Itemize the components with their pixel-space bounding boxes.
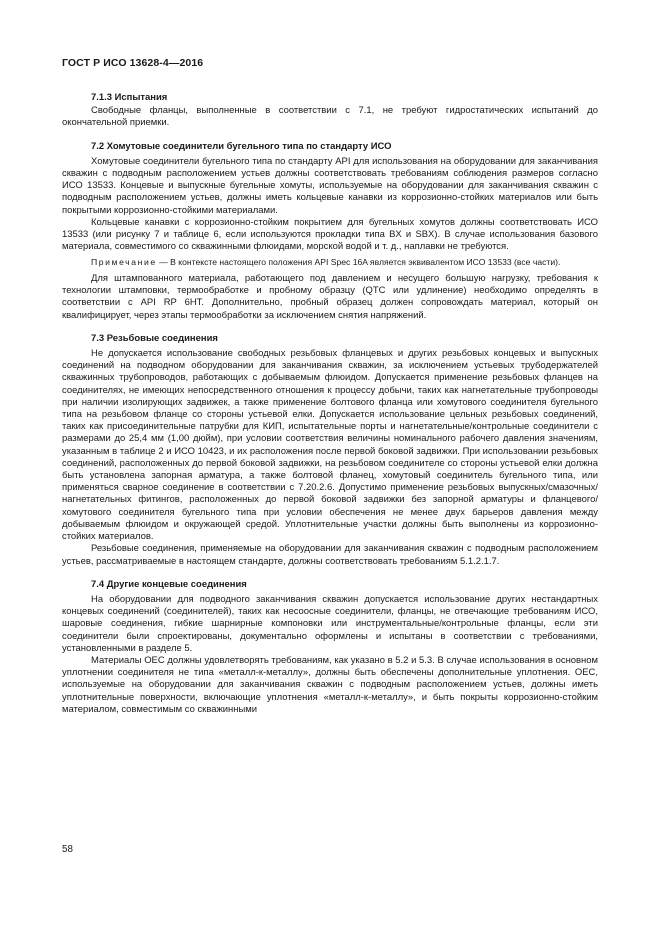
section-7-1-3-paragraph: Свободные фланцы, выполненные в соответствии с 7.1, не требуют гидростатических испытаний до окончательной приемки. xyxy=(62,105,598,129)
section-7-4-heading: 7.4 Другие концевые соединения xyxy=(91,578,247,590)
section-7-3-paragraph-2: Резьбовые соединения, применяемые на оборудовании для заканчивания скважин с подводным расположением устьев, рассматриваемые в настоящем стандарте, должны соответствовать требованиям 5.1.2.1.7. xyxy=(62,543,598,567)
section-7-2-paragraph-2: Кольцевые канавки с коррозионно-стойким покрытием для бугельных хомутов должны соответствовать ИСО 13533 (или рисунку 7 и таблице 6, если используются прокладки типа BX и SBX). В случае использования базового материала, совместимого со скважинными флюидами, морской водой и т. д., наплавки не требуются. xyxy=(62,216,598,253)
section-7-2-heading: 7.2 Хомутовые соединители бугельного типа по стандарту ИСО xyxy=(91,140,392,152)
section-7-4-paragraph-2: Материалы ОЕС должны удовлетворять требованиям, как указано в 5.2 и 5.3. В случае использования в основном уплотнении соединителя не типа «металл-к-металлу», должны быть обеспечены дополнительные уплотнения. ОЕС, используемые на оборудовании для заканчивания скважин с подводным расположением устьев, должны иметь уплотнительные поверхности, включающие уплотнения «металл-к-металлу», и быть покрыты коррозионно-стойким материалом, совместимым со скважинными xyxy=(62,654,598,715)
document-body xyxy=(62,92,598,716)
section-7-4-paragraph-1: На оборудовании для подводного заканчивания скважин допускается использование других нестандартных концевых соединений (соединителей), таких как несоосные соединители, фланцы, не отвечающие требованиям ИСО, шаровые соединения, гибкие шарнирные компоновки или инструментальные/контрольные фланцы, если эти соединители были спроектированы, документально оформлены и испытаны в соответствии с требованиями, установленными в разделе 5. xyxy=(62,593,598,654)
section-7-3-heading: 7.3 Резьбовые соединения xyxy=(91,332,218,344)
section-7-2-paragraph-1: Хомутовые соединители бугельного типа по стандарту API для использования на оборудовании для заканчивания скважин с подводным расположением устьев должны соответствовать требованиям соблюдения размеров согласно ИСО 13533. Концевые и выпускные бугельные хомуты, используемые на оборудовании для заканчивания скважин с подводным расположением устьев, должны иметь кольцевые канавки из коррозионно-стойких материалов или быть покрытыми коррозионно-стойкими материалами. xyxy=(62,155,598,216)
document-header: ГОСТ Р ИСО 13628-4—2016 xyxy=(62,57,204,69)
note-label: Примечание xyxy=(91,257,157,268)
page-number: 58 xyxy=(62,844,73,855)
section-7-1-3-heading: 7.1.3 Испытания xyxy=(91,92,168,103)
section-7-3-paragraph-1: Не допускается использование свободных резьбовых фланцевых и других резьбовых концевых и выпускных соединений на подводном оборудовании для заканчивания скважин, за исключением устьевых трубодержателей скважинных трубопроводов, работающих с добываемым флюидом. Допускается применение резьбовых фланцев на соединителях, не имеющих непосредственного отношения к процессу добычи, таких как нагнетательные трубопроводы при наличии изолирующих задвижек, а также применение болтового фланца или хомутового соединителя бугельного типа на резьбовом фланце со стороны устьевой елки. Допускается использование цельных резьбовых соединений, таких как присоединительные патрубки для КИП, испытательные порты и нагнетательные/контрольные соединители с размерами до 25,4 мм (1,00 дюйм), при условии соответствия величины номинального рабочего давления значениям, указанным в таблице 2 и ИСО 10423, и их расположения после первой боковой задвижки. При использовании резьбовых соединений, расположенных до первой боковой задвижки, на резьбовом соединителе со стороны устьевой елки должна быть установлена запорная арматура, а также болтовой фланец, хомутовый соединитель бугельного типа, или применяться сварное соединение в соответствии с 7.20.2.6. Допустимо применение резьбовых выпускных/смазочных/нагнетательных фитингов, расположенных до первой боковой задвижки без запорной арматуры и фланцевого/хомутового соединителя бугельного типа при условии обеспечения не менее двух барьеров давления между добываемым флюидом и окружающей средой. Уплотнительные участки должны быть выполнены из коррозионно-стойких материалов. xyxy=(62,348,598,543)
note-text: — В контексте настоящего положения API Spec 16A является эквивалентом ИСО 13533 (все части). xyxy=(156,257,561,268)
section-7-2-paragraph-3: Для штампованного материала, работающего под давлением и несущего большую нагрузку, требования к технологии штамповки, термообработке и пробному образцу (QTC или удлинение) необходимо определять в соответствии с API RP 6HT. Дополнительно, пробный образец должен сопровождать материал, который он квалифицирует, через этапы термообработки за исключением снятия напряжений. xyxy=(62,273,598,321)
section-7-2-note xyxy=(62,257,598,269)
